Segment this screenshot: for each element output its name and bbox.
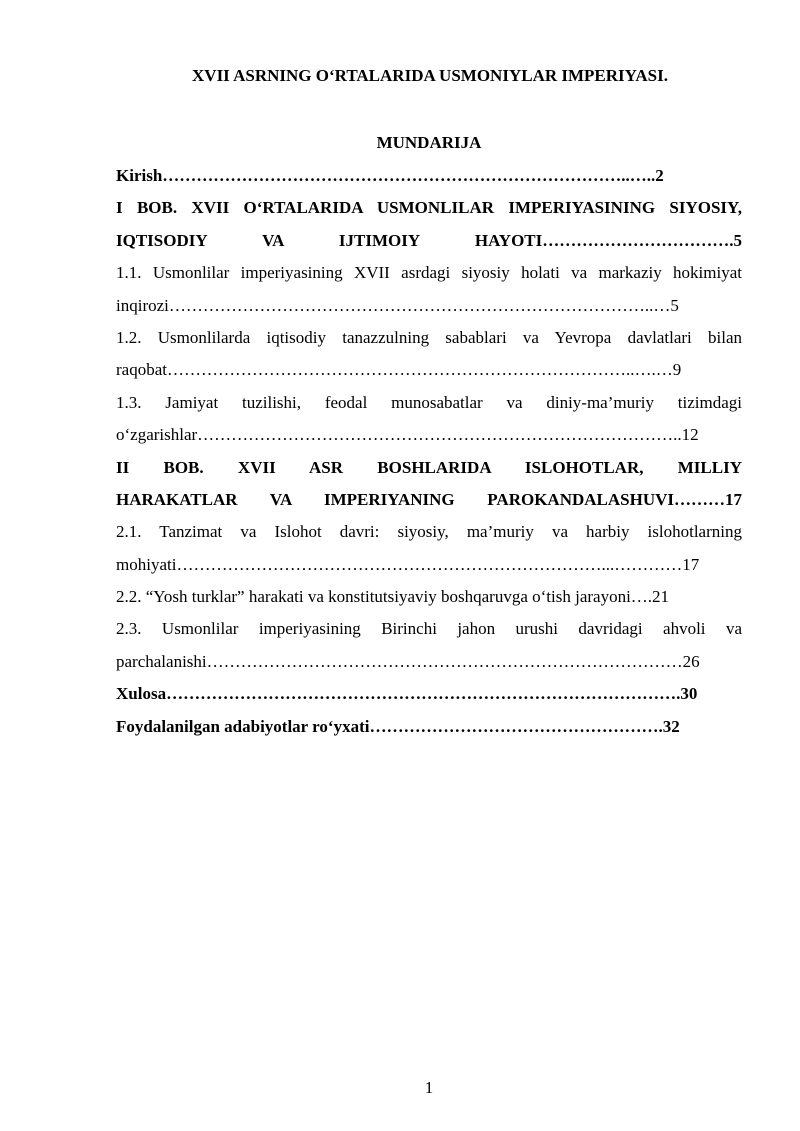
toc-entry-chapter-1-line-1[interactable]: I BOB. XVII O‘RTALARIDA USMONLILAR IMPERIYASINING SIYOSIY,: [116, 198, 742, 218]
toc-entry-chapter-1-line-2[interactable]: IQTISODIY VA IJTIMOIY HAYOTI…………………………….5: [116, 230, 742, 250]
toc-heading: MUNDARIJA: [376, 133, 482, 152]
toc-entry-1-2-line-1[interactable]: 1.2. Usmonlilarda iqtisodiy tanazzulning sabablari va Yevropa davlatlari bilan: [116, 327, 742, 347]
toc-entry-2-1-line-1[interactable]: 2.1. Tanzimat va Islohot davri: siyosiy, ma’muriy va harbiy islohotlarning: [116, 522, 742, 542]
toc-entry-2-1-line-2[interactable]: mohiyati…………………………………………………………………...…………17: [116, 554, 700, 574]
toc-entry-1-2-line-2[interactable]: raqobat………………………………………………………………………..….…9: [116, 360, 682, 380]
toc-entry-2-2[interactable]: 2.2. “Yosh turklar” harakati va konstitutsiyaviy boshqaruvga o‘tish jarayoni….21: [116, 587, 670, 607]
page-number: 1: [424, 1078, 434, 1097]
table-of-contents: [116, 160, 742, 743]
toc-entry-chapter-2-line-1[interactable]: II BOB. XVII ASR BOSHLARIDA ISLOHOTLAR, MILLIY: [116, 457, 742, 477]
toc-entry-1-3-line-1[interactable]: 1.3. Jamiyat tuzilishi, feodal munosabatlar va diniy-ma’muriy tizimdagi: [116, 392, 742, 412]
toc-entry-1-3-line-2[interactable]: o‘zgarishlar…………………………………………………………………………..12: [116, 425, 699, 445]
toc-entry-1-1-line-1[interactable]: 1.1. Usmonlilar imperiyasining XVII asrdagi siyosiy holati va markaziy hokimiyat: [116, 263, 742, 283]
toc-entry-introduction[interactable]: Kirish………………………………………………………………………..…..2: [116, 166, 664, 185]
toc-entry-references[interactable]: Foydalanilgan adabiyotlar ro‘yxati…………………………………………….32: [116, 716, 680, 736]
toc-entry-2-3-line-1[interactable]: 2.3. Usmonlilar imperiyasining Birinchi jahon urushi davridagi ahvoli va: [116, 619, 742, 639]
document-title: XVII ASRNING O‘RTALARIDA USMONIYLAR IMPERIYASI.: [192, 66, 668, 85]
toc-entry-conclusion[interactable]: Xulosa……………………………………………………………………………….30: [116, 684, 698, 704]
toc-entry-chapter-2-line-2[interactable]: HARAKATLAR VA IMPERIYANING PAROKANDALASHUVI………17: [116, 489, 742, 509]
toc-entry-2-3-line-2[interactable]: parchalanishi…………………………………………………………………………26: [116, 651, 700, 671]
toc-entry-1-1-line-2[interactable]: inqirozi…………………………………………………………………………..…5: [116, 295, 679, 315]
